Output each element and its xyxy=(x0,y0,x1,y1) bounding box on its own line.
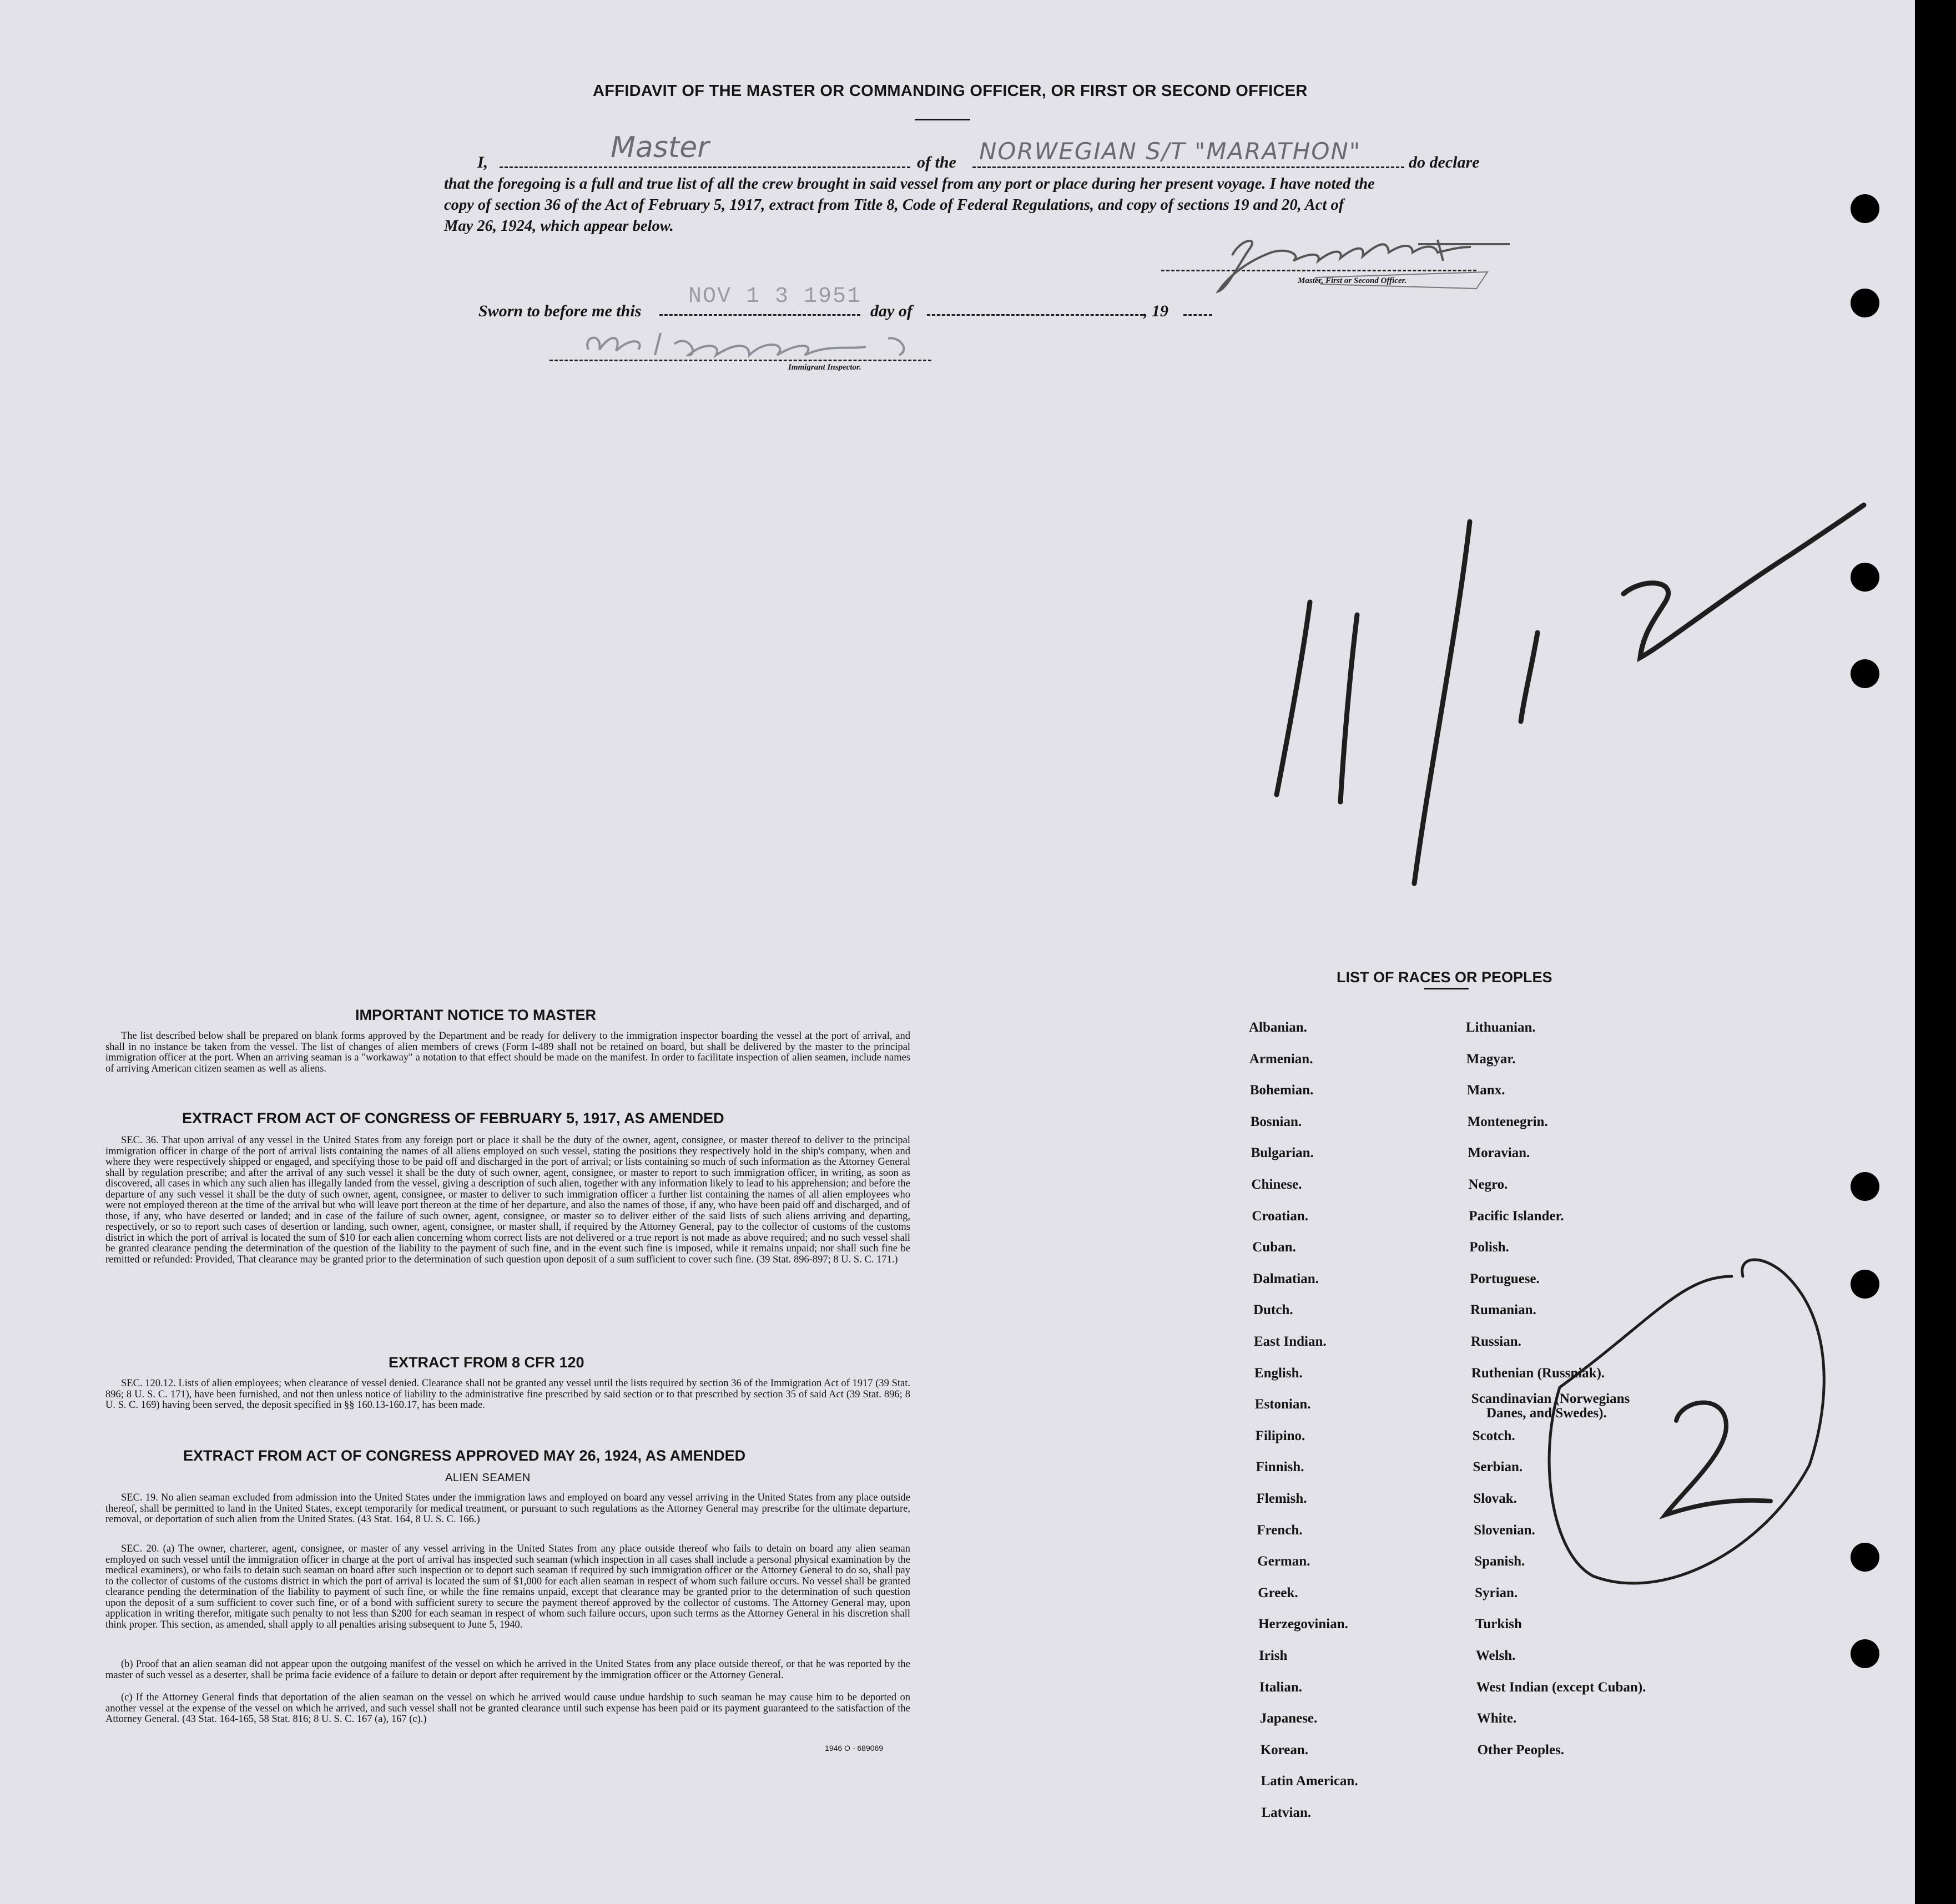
extract-1924-sec20c: (c) If the Attorney General finds that deportation of the alien seaman on the vessel on which he arrived would cause undue hardship to such seaman he may cause him to be deported on another vessel at the expense of the vessel on which he arrived, and such vessel shall not be granted clearance until such expense has been paid or its payment guaranteed to the satisfaction of the Attorney General. (43 Stat. 164-165, 58 Stat. 816; 8 U. S. C. 167 (a), 167 (c).) xyxy=(105,1692,910,1725)
race-item: Italian. xyxy=(1259,1679,1302,1695)
affidavit-declare: do declare xyxy=(1409,153,1480,171)
race-item: Bulgarian. xyxy=(1251,1145,1314,1161)
affidavit-line-4: May 26, 1924, which appear below. xyxy=(444,218,674,235)
affidavit-title: AFFIDAVIT OF THE MASTER OR COMMANDING OFFICER, OR FIRST OR SECOND OFFICER xyxy=(593,82,1308,100)
race-item: Irish xyxy=(1259,1648,1288,1663)
race-item: Moravian. xyxy=(1468,1145,1530,1161)
race-item: Japanese. xyxy=(1259,1711,1318,1726)
extract-cfr-body: SEC. 120.12. Lists of alien employees; when clearance of vessel denied. Clearance shall not be granted any vessel until the lists required by section 36 of the Immigration Act of 1917 (39 Stat. 896; 8 U. S. C. 171), have been furnished, and not then unless notice of liability to the administrative fine prescribed by said section or to that prescribed by section 35 of said Act (39 Stat. 896; 8 U. S. C. 169) having been served, the deposit specified in §§ 160.13-160.17, has been made. xyxy=(105,1378,910,1411)
race-item: Other Peoples. xyxy=(1477,1742,1565,1757)
races-title-rule xyxy=(1424,988,1469,989)
race-item: Dalmatian. xyxy=(1253,1271,1319,1286)
title-rule xyxy=(915,119,970,120)
notice-body: The list described below shall be prepared on blank forms approved by the Department and be ready for delivery to the immigration inspector boarding the vessel at the port of arrival, and shall in no instance be taken from the vessel. The list of changes of alien members of crews (Form I-489 shall not be retained on board, but shall be delivered by the master to the principal immigration officer at the port. When an arriving seaman is a "workaway" a notation to that effect should be made on the manifest. In order to facilitate inspection of alien seamen, include names of arriving American citizen seamen as well as aliens. xyxy=(105,1031,910,1074)
binder-hole xyxy=(1851,1639,1879,1668)
race-item: Slovenian. xyxy=(1474,1522,1535,1538)
role-blank xyxy=(500,166,910,168)
year-blank xyxy=(1183,314,1212,316)
race-item: Scotch. xyxy=(1472,1428,1515,1443)
race-item: Scandinavian (Norwegians xyxy=(1471,1391,1630,1407)
race-item: East Indian. xyxy=(1254,1334,1327,1349)
race-item: Negro. xyxy=(1468,1177,1508,1192)
race-item: Cuban. xyxy=(1252,1240,1296,1255)
extract-cfr-title: EXTRACT FROM 8 CFR 120 xyxy=(389,1354,584,1371)
race-item: Portuguese. xyxy=(1470,1271,1540,1286)
race-item: Ruthenian (Russniak). xyxy=(1471,1365,1605,1381)
race-item: Rumanian. xyxy=(1470,1302,1536,1318)
race-item: Filipino. xyxy=(1255,1428,1305,1443)
extract-1917-body: SEC. 36. That upon arrival of any vessel in the United States from any foreign port or place it shall be the duty of the owner, agent, consignee, or master thereof to deliver to the principal immigration officer in charge of the port of arrival lists containing the names of all aliens employed on such vessel, stating the positions they respectively hold in the ship's company, when and where they were respectively shipped or engaged, and specifying those to be paid off and discharged in the port of arrival; or lists containing so much of such information as the Attorney General shall by regulation prescribe; and after the arrival of any such vessel it shall be the duty of such owner, agent, consignee, or master to report to such immigration officer, in writing, as soon as discovered, all cases in which any such alien has illegally landed from the vessel, giving a description of such alien, together with any information likely to lead to his apprehension; and before the departure of any such vessel it shall be the duty of such owner, agent, consignee, or master to deliver to such immigration officer a further list containing the names of all alien employees who were not employed thereon at the time of the arrival but who will leave port thereon at the time of her departure, and also the names of those, if any, who have been paid off and discharged, and of those, if any, who have deserted or landed; and in case of the failure of such owner, agent, consignee, or master so to deliver either of the said lists of such aliens arriving and departing, respectively, or so to report such cases of desertion or landing, such owner, agent, consignee, or master shall, if required by the Attorney General, pay to the collector of customs of the customs district in which the port of arrival is located the sum of $10 for each alien concerning whom correct lists are not delivered or a true report is not made as above required; and no such vessel shall be granted clearance pending the determination of the question of the liability to the payment of such fine, and in the event such fine is imposed, while it remains unpaid; nor shall such fine be remitted or refunded: Provided, That clearance may be granted prior to the determination of such question upon deposit of a sum sufficient to cover such fine. (39 Stat. 896-897; 8 U. S. C. 171.) xyxy=(105,1135,910,1265)
extract-1924-sec20a: SEC. 20. (a) The owner, charterer, agent, consignee, or master of any vessel arriving in the United States from any place outside thereof who fails to detain on board any alien seaman employed on such vessel until the immigration officer in charge at the port of arrival has inspected such seaman (which inspection in all cases shall include a personal physical examination by the medical examiners), or who fails to detain such seaman on board after such inspection or to deport such seaman if required by such immigration officer or the Attorney General to do so, shall pay to the collector of customs of the customs district in which the port of arrival is located the sum of $1,000 for each alien seaman in respect of whom such failure occurs. No vessel shall be granted clearance pending the determination of the liability to payment of such fine, or while the fine remains unpaid, except that clearance may be granted prior to the determination of such question upon the deposit of a sum sufficient to cover such fine, or of a bond with sufficient surety to secure the payment thereof approved by the collector of customs. The Attorney General may, upon application in writing therefor, mitigate such penalty to not less than $200 for each seaman in respect of whom such failure occurs, upon such terms as the Attorney General in his discretion shall think proper. This section, as amended, shall apply to all penalties arising subsequent to June 5, 1940. xyxy=(105,1543,910,1630)
race-item: Turkish xyxy=(1475,1617,1522,1632)
handwritten-role: Master xyxy=(611,131,709,164)
race-item: Flemish. xyxy=(1256,1491,1307,1506)
race-item: White. xyxy=(1476,1711,1517,1726)
race-item: Greek. xyxy=(1258,1585,1298,1600)
race-item: Bosnian. xyxy=(1250,1114,1302,1129)
binder-hole xyxy=(1851,1543,1879,1572)
race-item: Albanian. xyxy=(1249,1020,1307,1035)
race-item: Montenegrin. xyxy=(1467,1114,1548,1129)
day-of-label: day of xyxy=(870,302,913,320)
race-item: Herzegovinian. xyxy=(1258,1617,1348,1632)
affidavit-line-3: copy of section 36 of the Act of February 5, 1917, extract from Title 8, Code of Federal Regulations, and copy of sections 19 and 20, Act of xyxy=(444,196,1344,214)
race-item: Armenian. xyxy=(1249,1051,1313,1067)
print-code: 1946 O - 689069 xyxy=(825,1744,884,1753)
race-item: Syrian. xyxy=(1475,1585,1518,1600)
date-stamp: NOV 1 3 1951 xyxy=(688,284,862,309)
race-item: French. xyxy=(1257,1522,1303,1538)
race-item: Lithuanian. xyxy=(1465,1020,1536,1035)
binder-hole xyxy=(1851,659,1879,688)
race-item: Manx. xyxy=(1466,1083,1505,1098)
race-item: Korean. xyxy=(1260,1742,1309,1757)
extract-1924-sec20b: (b) Proof that an alien seaman did not appear upon the outgoing manifest of the vessel on which he arrived in the United States from any place outside thereof, or that he was reported by the master of such vessel as a deserter, shall be prima facie evidence of a failure to detain or deport after requirement by the immigration officer or the Attorney General. xyxy=(105,1659,910,1681)
binder-hole xyxy=(1851,194,1879,223)
race-item: Welsh. xyxy=(1475,1648,1516,1663)
binder-hole xyxy=(1851,563,1879,592)
races-title: LIST OF RACES OR PEOPLES xyxy=(1337,969,1552,986)
binder-hole xyxy=(1851,289,1879,317)
extract-1917-title: EXTRACT FROM ACT OF CONGRESS OF FEBRUARY 5, 1917, AS AMENDED xyxy=(182,1110,724,1127)
race-item: Russian. xyxy=(1470,1334,1521,1349)
race-item: Slovak. xyxy=(1473,1491,1517,1506)
race-item: Serbian. xyxy=(1473,1459,1523,1475)
race-item: Dutch. xyxy=(1253,1302,1293,1318)
inspector-blank xyxy=(550,360,931,361)
race-item: German. xyxy=(1257,1554,1310,1569)
notice-title: IMPORTANT NOTICE TO MASTER xyxy=(355,1007,596,1023)
month-blank xyxy=(927,314,1143,316)
race-item: Danes, and Swedes). xyxy=(1486,1406,1607,1421)
affidavit-i: I, xyxy=(477,153,488,171)
extract-1924-title: EXTRACT FROM ACT OF CONGRESS APPROVED MAY 26, 1924, AS AMENDED xyxy=(183,1447,746,1464)
inspector-label: Immigrant Inspector. xyxy=(788,363,861,372)
binder-hole xyxy=(1851,1270,1879,1299)
race-item: Latin American. xyxy=(1261,1774,1358,1789)
affidavit-of-the: of the xyxy=(917,153,956,171)
sworn-date-blank xyxy=(659,314,860,316)
signature-label: Master, First or Second Officer. xyxy=(1298,276,1407,285)
handwritten-tally xyxy=(1277,610,1278,611)
race-item: Magyar. xyxy=(1466,1051,1516,1067)
vessel-blank xyxy=(972,166,1404,168)
race-item: English. xyxy=(1254,1365,1303,1381)
sworn-label: Sworn to before me this xyxy=(478,302,642,320)
race-item: Pacific Islander. xyxy=(1469,1208,1564,1224)
scanner-background xyxy=(1915,0,1956,1904)
signature-blank xyxy=(1161,270,1476,271)
affidavit-line-2: that the foregoing is a full and true list of all the crew brought in said vessel from any port or place during her present voyage. I have noted the xyxy=(444,175,1375,193)
race-item: Bohemian. xyxy=(1249,1083,1314,1098)
extract-1924-subtitle: ALIEN SEAMEN xyxy=(445,1472,531,1484)
race-item: Polish. xyxy=(1469,1240,1509,1255)
race-item: Croatian. xyxy=(1252,1208,1309,1224)
handwritten-vessel: NORWEGIAN S/T "MARATHON" xyxy=(979,138,1362,165)
race-item: Estonian. xyxy=(1254,1397,1311,1412)
binder-hole xyxy=(1851,1172,1879,1201)
extract-1924-sec19: SEC. 19. No alien seaman excluded from admission into the United States under the immigration laws and employed on board any vessel arriving in the United States from any place outside thereof, shall be permitted to land in the United States, except temporarily for medical treatment, or pursuant to such regulations as the Attorney General may prescribe for the ultimate departure, removal, or deportation of such alien from the United States. (43 Stat. 164, 8 U. S. C. 166.) xyxy=(105,1492,910,1525)
race-item: Spanish. xyxy=(1474,1554,1525,1569)
race-item: Chinese. xyxy=(1251,1177,1302,1192)
race-item: West Indian (except Cuban). xyxy=(1476,1679,1646,1695)
year-label: , 19 xyxy=(1143,302,1168,320)
race-item: Latvian. xyxy=(1261,1805,1312,1820)
race-item: Finnish. xyxy=(1256,1459,1304,1475)
